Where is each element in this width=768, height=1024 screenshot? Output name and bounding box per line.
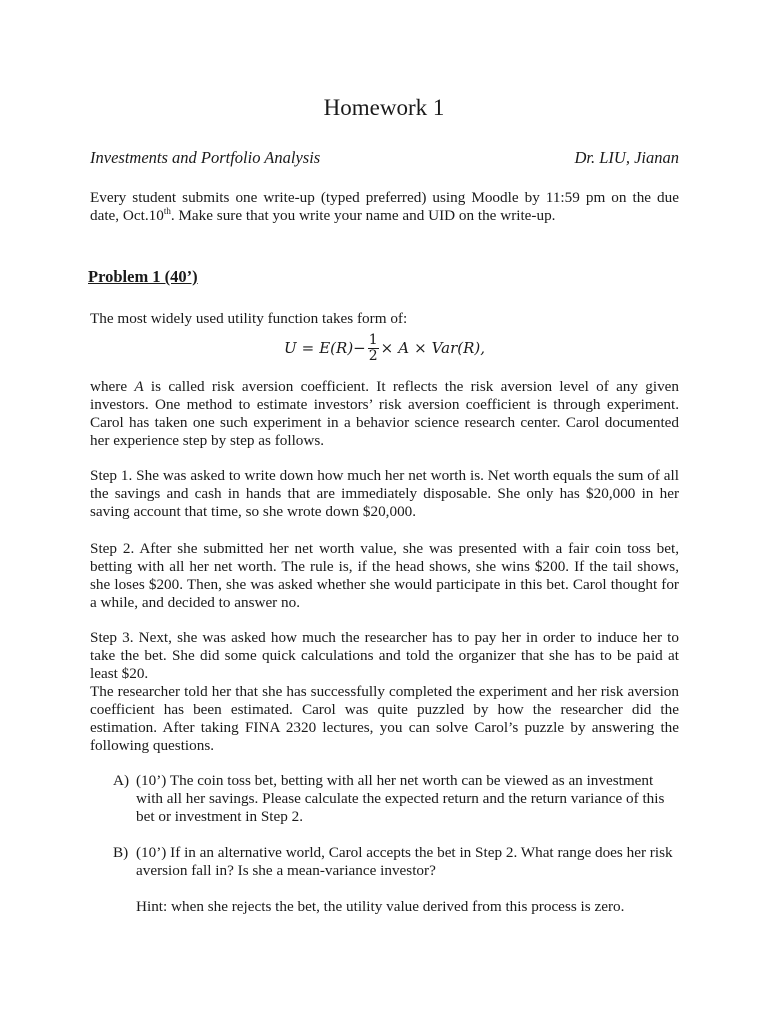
intro-text-1: Every student submits one write-up (typed preferred) using Moodle by 11:59 pm on the due date, Oct.10 (90, 189, 679, 224)
hint-text: Hint: when she rejects the bet, the utility value derived from this process is zero. (136, 898, 625, 915)
formula-minus: − (353, 339, 366, 357)
question-b-text: (10’) If in an alternative world, Carol accepts the bet in Step 2. What range does her risk aversion fall in? Is she a mean-variance investor? (136, 844, 673, 879)
researcher-paragraph: The researcher told her that she has successfully completed the experiment and her risk aversion coefficient has been estimated. Carol was quite puzzled by how the researcher did the estimation. After taking FINA 2320 lectures, you can solve Carol’s puzzle by answering the following questions. (90, 683, 679, 754)
utility-formula (90, 326, 679, 370)
question-a-marker: A) (113, 772, 130, 789)
instructor-name: Dr. LIU, Jianan (574, 148, 679, 167)
question-b (113, 844, 679, 880)
formula-numerator: 1 (368, 331, 378, 348)
question-a-text: (10’) The coin toss bet, betting with all her net worth can be viewed as an investment with all her savings. Please calculate the expected return and the return variance of this bet or investment in Step 2. (136, 772, 665, 825)
intro-paragraph (90, 189, 679, 225)
step-1-paragraph: Step 1. She was asked to write down how much her net worth is. Net worth equals the sum of all the savings and cash in hands that are immediately disposable. She only has $20,000 in her saving account that time, so she wrote down $20,000. (90, 467, 679, 520)
question-b-marker: B) (113, 844, 129, 861)
step-3-paragraph: Step 3. Next, she was asked how much the researcher has to pay her in order to induce her to take the bet. She did some quick calculations and told the organizer that she has to be paid at least $20. (90, 629, 679, 682)
question-a (113, 772, 679, 826)
formula-coefficient: A (398, 339, 410, 357)
page-title: Homework 1 (323, 95, 445, 120)
course-name: Investments and Portfolio Analysis (90, 148, 321, 167)
formula-eq: = (301, 339, 315, 357)
intro-text-2: . Make sure that you write your name and UID on the write-up. (170, 207, 556, 224)
step-2-paragraph: Step 2. After she submitted her net worth value, she was presented with a fair coin toss bet, betting with all her net worth. The rule is, if the head shows, she wins $200. If the tail shows, she loses $200. Then, she was asked whether she would participate in this bet. Carol thought for a while, and decided to answer no. (90, 540, 679, 611)
formula-times-2: × (414, 339, 427, 357)
where-variable: A (134, 378, 144, 395)
utility-intro: The most widely used utility function takes form of: (90, 310, 408, 327)
where-text-2: is called risk aversion coefficient. It reflects the risk aversion level of any given investors. One method to estimate investors’ risk aversion coefficient is through experiment. Carol has taken one such experiment in a behavior science research center. Carol documented her experience step by step as follows. (90, 378, 679, 449)
formula-expected-return: E(R) (319, 339, 354, 357)
where-text-1: where (90, 378, 135, 395)
formula-fraction (368, 333, 379, 364)
formula-times-1: × (380, 339, 394, 357)
formula-lhs: U (283, 339, 297, 357)
where-paragraph (90, 378, 679, 450)
formula-denominator: 2 (368, 347, 378, 364)
intro-superscript: th (163, 205, 171, 216)
problem-1-heading: Problem 1 (40’) (88, 267, 198, 286)
course-header (90, 147, 679, 169)
formula-variance: Var(R), (431, 339, 486, 357)
